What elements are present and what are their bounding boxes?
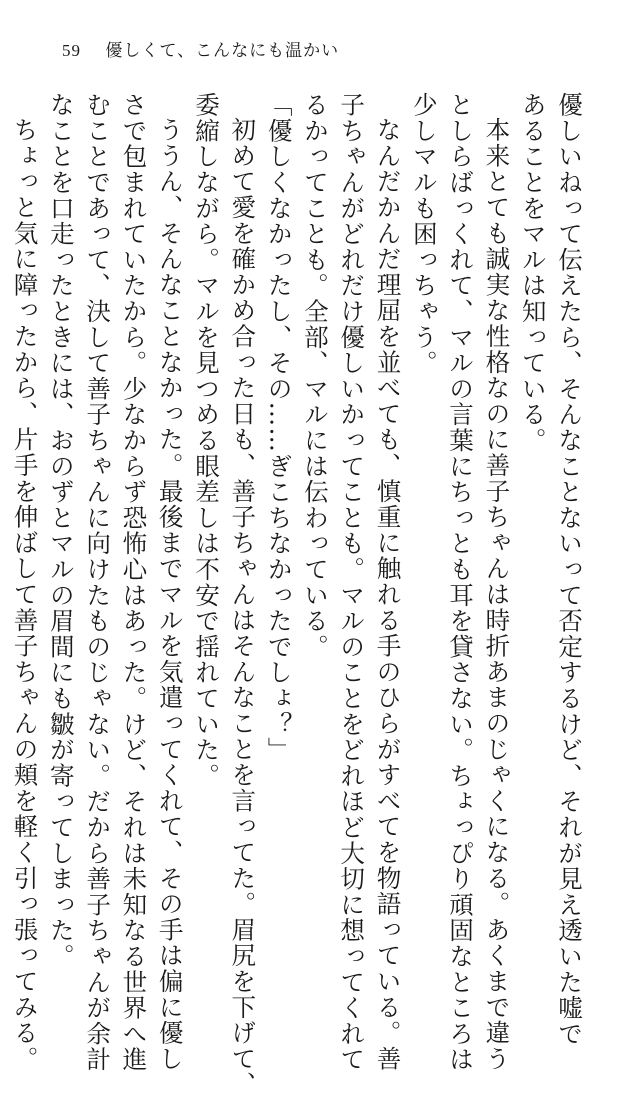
text-line: 初めて愛を確かめ合った日も、善子ちゃんはそんなことを言ってた。眉尻を下げて、 [228,116,258,1097]
text-line: むことであって、決して善子ちゃんに向けたものじゃない。だから善子ちゃんが余計 [83,92,113,1073]
chapter-title: 優しくて、こんなにも温かい [105,41,340,61]
text-line: ううん、そんなことなかった。最後までマルを気遣ってくれて、その手は偏に優し [155,116,185,1072]
text-line: 優しいねって伝えたら、そんなことないって否定するけど、それが見え透いた嘘で [555,92,584,1047]
text-line: あることをマルは知っている。 [518,92,548,454]
text-line: 委縮しながら。マルを見つめる眼差しは不安で揺れていた。 [192,92,222,789]
text-line: なことを口走ったときには、おのずとマルの眉間にも皺が寄ってしまった。 [46,92,76,970]
text-line: としらばっくれて、マルの言葉にちっとも耳を貸さない。ちょっぴり頑固なところは [446,92,476,1073]
text-line: 子ちゃんがどれだけ優しいかってことも。マルのことをどれほど大切に想ってくれて [337,92,367,1073]
text-line: なんだかんだ理屈を並べても、慎重に触れる手のひらがすべてを物語っている。善 [373,116,403,1072]
text-line: さで包まれていたから。少なからず恐怖心はあった。けど、それは未知なる世界へ進 [119,92,149,1073]
text-line: 少しマルも困っちゃう。 [409,92,439,376]
text-line: 本来とても誠実な性格なのに善子ちゃんは時折あまのじゃくになる。あくまで違う [482,116,512,1072]
text-line: るかってことも。全部、マルには伝わっている。 [300,92,330,660]
text-line: 「優しくなかったし、その……ぎこちなかったでしょ？」 [264,92,294,763]
page-number: 59 [62,41,81,60]
vertical-body-text [6,92,587,1097]
text-line: ちょっと気に障ったから、片手を伸ばして善子ちゃんの頬を軽く引っ張ってみる。 [10,116,40,1072]
page-header [62,36,339,61]
